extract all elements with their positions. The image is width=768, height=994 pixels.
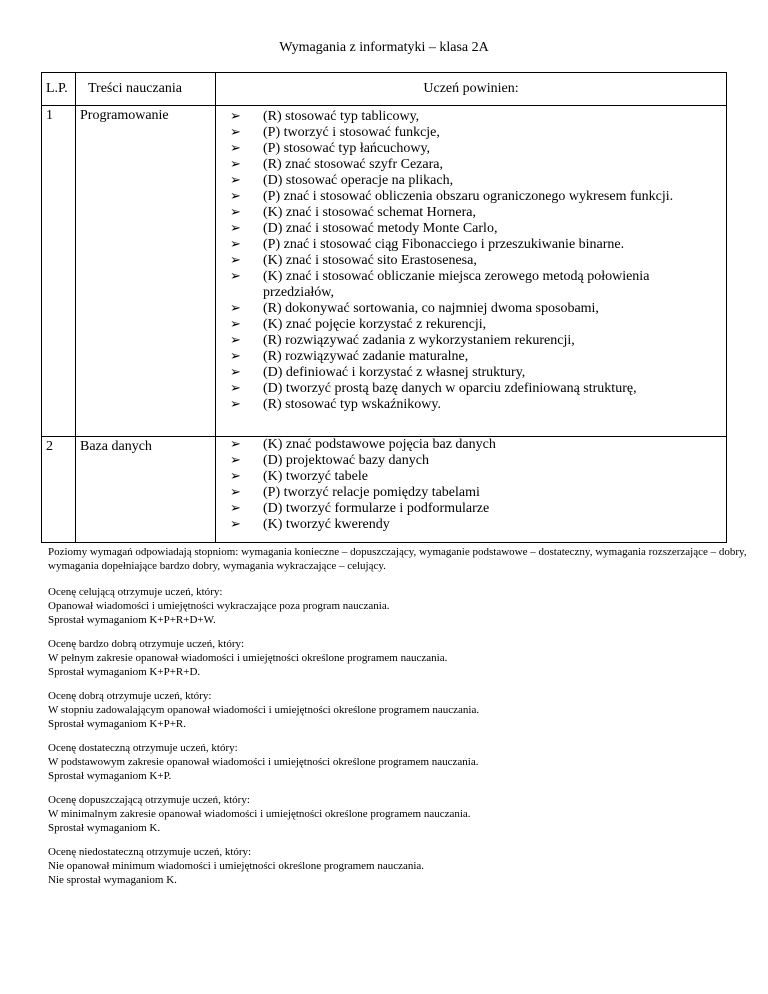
list-item — [230, 125, 720, 141]
list-item — [230, 501, 720, 517]
list-item-text: (P) stosować typ łańcuchowy, — [263, 141, 431, 156]
list-item-text: (R) stosować typ tablicowy, — [263, 109, 420, 124]
table-header-row — [42, 73, 727, 106]
table-row-database — [42, 437, 727, 543]
list-item-text: (K) znać podstawowe pojęcia baz danych — [263, 437, 496, 452]
requirements-list — [230, 437, 720, 533]
row-items-cell — [216, 437, 727, 543]
table-row-programming — [42, 106, 727, 437]
grade-requirement: Sprostał wymaganiom K+P. — [48, 770, 172, 782]
arrow-bullet-icon: ➢ — [230, 453, 241, 468]
row-number: 2 — [42, 437, 76, 543]
list-item — [230, 317, 720, 333]
arrow-bullet-icon: ➢ — [230, 317, 241, 332]
list-item — [230, 485, 720, 501]
arrow-bullet-icon: ➢ — [230, 301, 241, 316]
arrow-bullet-icon: ➢ — [230, 173, 241, 188]
list-item — [230, 469, 720, 485]
arrow-bullet-icon: ➢ — [230, 253, 241, 268]
list-item — [230, 157, 720, 173]
list-item — [230, 221, 720, 237]
list-item — [230, 381, 720, 397]
list-item — [230, 453, 720, 469]
list-item-text: (R) znać stosować szyfr Cezara, — [263, 157, 443, 172]
list-item-text: (D) tworzyć formularze i podformularze — [263, 501, 490, 516]
list-item-text: (D) tworzyć prostą bazę danych w oparciu zdefiniowaną strukturę, — [263, 381, 637, 396]
arrow-bullet-icon: ➢ — [230, 189, 241, 204]
list-item-text: (R) stosować typ wskaźnikowy. — [263, 397, 441, 412]
grades-list — [48, 585, 748, 887]
arrow-bullet-icon: ➢ — [230, 501, 241, 516]
grade-description: Nie opanował minimum wiadomości i umiejętności określone programem nauczania. — [48, 860, 425, 872]
grade-heading: Ocenę niedostateczną otrzymuje uczeń, który: — [48, 846, 252, 858]
list-item — [230, 365, 720, 381]
arrow-bullet-icon: ➢ — [230, 205, 241, 220]
grade-requirement: Sprostał wymaganiom K+P+R+D. — [48, 666, 201, 678]
header-topic: Treści nauczania — [76, 73, 216, 106]
grade-heading: Ocenę dobrą otrzymuje uczeń, który: — [48, 690, 212, 702]
arrow-bullet-icon: ➢ — [230, 381, 241, 396]
arrow-bullet-icon: ➢ — [230, 125, 241, 140]
list-item-text: (P) znać i stosować obliczenia obszaru ograniczonego wykresem funkcji. — [263, 189, 674, 204]
arrow-bullet-icon: ➢ — [230, 397, 241, 412]
list-item — [230, 349, 720, 365]
list-item — [230, 109, 720, 125]
grade-description: W stopniu zadowalającym opanował wiadomości i umiejętności określone programem nauczania. — [48, 704, 480, 716]
list-item — [230, 437, 720, 453]
arrow-bullet-icon: ➢ — [230, 349, 241, 364]
list-item-text: (K) znać pojęcie korzystać z rekurencji, — [263, 317, 487, 332]
grade-description: W pełnym zakresie opanował wiadomości i umiejętności określone programem nauczania. — [48, 652, 448, 664]
list-item-text: (R) rozwiązywać zadania z wykorzystaniem rekurencji, — [263, 333, 575, 348]
arrow-bullet-icon: ➢ — [230, 485, 241, 500]
arrow-bullet-icon: ➢ — [230, 333, 241, 348]
arrow-bullet-icon: ➢ — [230, 237, 241, 252]
list-item-text: (K) tworzyć tabele — [263, 469, 368, 484]
list-item-text: (K) tworzyć kwerendy — [263, 517, 390, 532]
grade-heading: Ocenę celującą otrzymuje uczeń, który: — [48, 586, 223, 598]
header-requirements: Uczeń powinien: — [216, 73, 727, 106]
list-item — [230, 141, 720, 157]
arrow-bullet-icon: ➢ — [230, 157, 241, 172]
header-lp: L.P. — [42, 73, 76, 106]
grade-paragraph — [48, 845, 748, 887]
list-item-text: (P) tworzyć i stosować funkcje, — [263, 125, 440, 140]
arrow-bullet-icon: ➢ — [230, 141, 241, 156]
grade-paragraph — [48, 689, 748, 731]
row-number: 1 — [42, 106, 76, 437]
list-item — [230, 237, 720, 253]
list-item-text: (P) znać i stosować ciąg Fibonacciego i przeszukiwanie binarne. — [263, 237, 625, 252]
grading-notes — [48, 545, 748, 897]
list-item-text: (D) definiować i korzystać z własnej struktury, — [263, 365, 526, 380]
list-item — [230, 397, 720, 413]
list-item — [230, 517, 720, 533]
grade-description: W minimalnym zakresie opanował wiadomości i umiejętności określone programem nauczania. — [48, 808, 471, 820]
grade-description: W podstawowym zakresie opanował wiadomości i umiejętności określone programem nauczania. — [48, 756, 479, 768]
list-item — [230, 333, 720, 349]
arrow-bullet-icon: ➢ — [230, 269, 241, 284]
requirements-table — [41, 72, 727, 543]
levels-intro: Poziomy wymagań odpowiadają stopniom: wymagania konieczne – dopuszczający, wymaganie podstawowe – dostateczny, wymagania rozszerzające – dobry, wymagania dopełniające bardzo dobry, wymagania wykraczające – celujący. — [48, 546, 747, 572]
grade-description: Opanował wiadomości i umiejętności wykraczające poza program nauczania. — [48, 600, 390, 612]
arrow-bullet-icon: ➢ — [230, 517, 241, 532]
row-topic: Baza danych — [76, 437, 216, 543]
grade-requirement: Sprostał wymaganiom K+P+R+D+W. — [48, 614, 216, 626]
grade-requirement: Sprostał wymaganiom K+P+R. — [48, 718, 186, 730]
page-title: Wymagania z informatyki – klasa 2A — [279, 40, 489, 55]
row-topic: Programowanie — [76, 106, 216, 437]
list-item-text: (D) projektować bazy danych — [263, 453, 429, 468]
list-item — [230, 189, 720, 205]
list-item-text: (D) znać i stosować metody Monte Carlo, — [263, 221, 498, 236]
grade-heading: Ocenę bardzo dobrą otrzymuje uczeń, który: — [48, 638, 245, 650]
arrow-bullet-icon: ➢ — [230, 221, 241, 236]
arrow-bullet-icon: ➢ — [230, 469, 241, 484]
list-item — [230, 173, 720, 189]
grade-requirement: Nie sprostał wymaganiom K. — [48, 874, 177, 886]
grade-heading: Ocenę dopuszczającą otrzymuje uczeń, który: — [48, 794, 250, 806]
requirements-list — [230, 109, 720, 413]
arrow-bullet-icon: ➢ — [230, 365, 241, 380]
list-item-text: (K) znać i stosować sito Erastosenesa, — [263, 253, 477, 268]
arrow-bullet-icon: ➢ — [230, 437, 241, 452]
arrow-bullet-icon: ➢ — [230, 109, 241, 124]
list-item-text: (K) znać i stosować schemat Hornera, — [263, 205, 477, 220]
list-item — [230, 205, 720, 221]
list-item-text: (R) dokonywać sortowania, co najmniej dwoma sposobami, — [263, 301, 599, 316]
grade-paragraph — [48, 585, 748, 627]
list-item — [230, 253, 720, 269]
grade-paragraph — [48, 637, 748, 679]
list-item — [230, 269, 720, 301]
list-item-text: (K) znać i stosować obliczanie miejsca zerowego metodą połowienia przedziałów, — [263, 269, 650, 300]
grade-paragraph — [48, 741, 748, 783]
list-item-text: (D) stosować operacje na plikach, — [263, 173, 454, 188]
grade-heading: Ocenę dostateczną otrzymuje uczeń, który: — [48, 742, 238, 754]
grade-paragraph — [48, 793, 748, 835]
list-item-text: (R) rozwiązywać zadanie maturalne, — [263, 349, 469, 364]
list-item-text: (P) tworzyć relacje pomiędzy tabelami — [263, 485, 480, 500]
row-items-cell — [216, 106, 727, 437]
grade-requirement: Sprostał wymaganiom K. — [48, 822, 161, 834]
list-item — [230, 301, 720, 317]
